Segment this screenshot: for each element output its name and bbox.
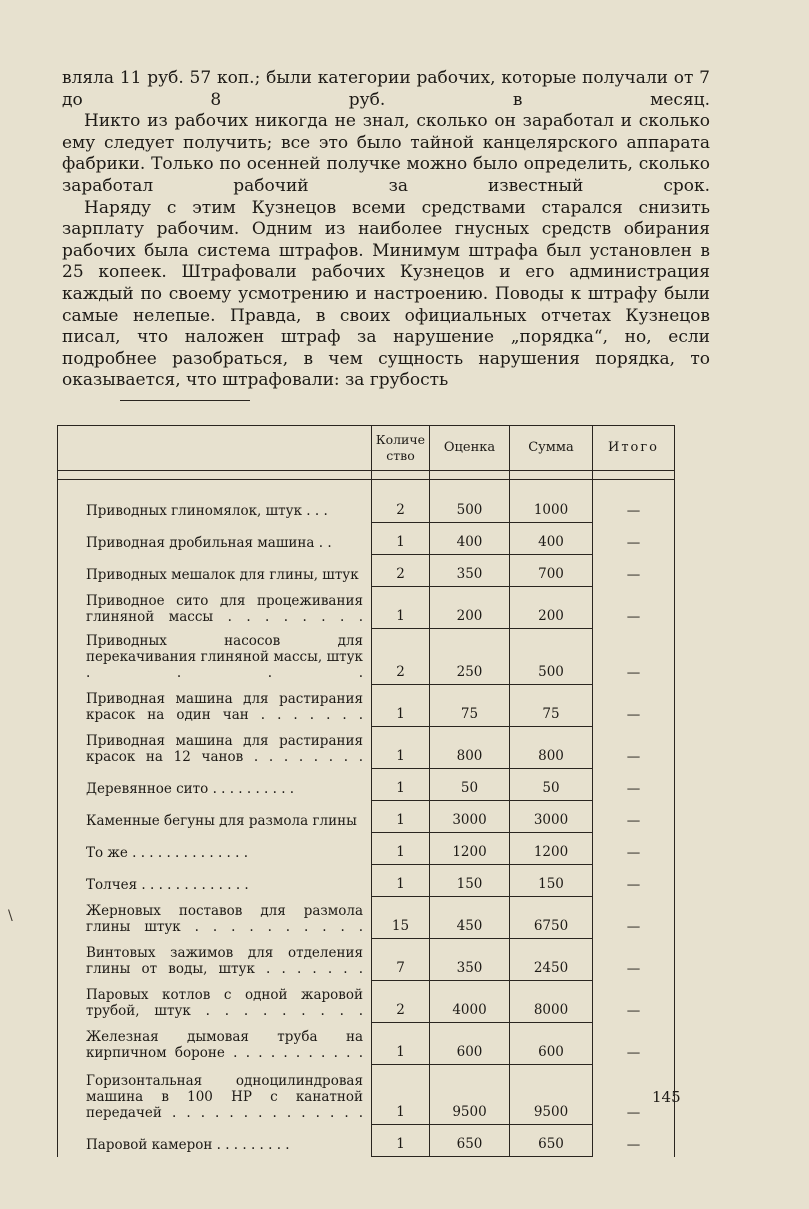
item-total: —	[593, 1023, 675, 1065]
table-row	[58, 555, 675, 587]
table-row	[58, 1065, 675, 1125]
item-estimate: 150	[430, 865, 510, 897]
table-row	[58, 1023, 675, 1065]
paragraph: вляла 11 руб. 57 коп.; были категории рабочих, которые получали от 7 до 8 руб. в месяц.	[62, 68, 710, 110]
header-separator	[58, 471, 675, 480]
header-estimate: Оценка	[430, 426, 510, 471]
item-sum: 600	[510, 1023, 593, 1065]
table-row	[58, 769, 675, 801]
item-quantity: 2	[372, 555, 430, 587]
item-estimate: 500	[430, 480, 510, 523]
item-estimate: 4000	[430, 981, 510, 1023]
table-row	[58, 897, 675, 939]
item-name: Паровых котлов с одной жаровой трубой, штук . . . . . . . . .	[58, 981, 372, 1023]
item-total: —	[593, 1065, 675, 1125]
item-name: Каменные бегуны для размола глины	[58, 801, 372, 833]
item-quantity: 1	[372, 1065, 430, 1125]
item-total: —	[593, 629, 675, 685]
table-row	[58, 523, 675, 555]
item-name: Приводное сито для процеживания глиняной массы . . . . . . . .	[58, 587, 372, 629]
item-name: Горизонтальная одноцилиндровая машина в 100 HP с канатной передачей . . . . . . . . . . . . . .	[58, 1065, 372, 1125]
table-row	[58, 865, 675, 897]
item-quantity: 1	[372, 769, 430, 801]
item-estimate: 800	[430, 727, 510, 769]
item-estimate: 75	[430, 685, 510, 727]
item-total: —	[593, 981, 675, 1023]
item-total: —	[593, 769, 675, 801]
item-quantity: 2	[372, 629, 430, 685]
table-row	[58, 1125, 675, 1157]
item-estimate: 350	[430, 939, 510, 981]
item-name: Жерновых поставов для размола глины штук . . . . . . . . . .	[58, 897, 372, 939]
item-name: Винтовых зажимов для отделения глины от воды, штук . . . . . . .	[58, 939, 372, 981]
item-name: Деревянное сито . . . . . . . . . .	[58, 769, 372, 801]
item-sum: 1000	[510, 480, 593, 523]
item-quantity: 2	[372, 981, 430, 1023]
item-sum: 1200	[510, 833, 593, 865]
table-row	[58, 587, 675, 629]
item-name: Приводная машина для растирания красок на один чан . . . . . . .	[58, 685, 372, 727]
item-total: —	[593, 833, 675, 865]
item-estimate: 3000	[430, 801, 510, 833]
item-name: Приводных мешалок для глины, штук	[58, 555, 372, 587]
item-estimate: 400	[430, 523, 510, 555]
item-quantity: 1	[372, 1023, 430, 1065]
item-sum: 400	[510, 523, 593, 555]
item-quantity: 1	[372, 833, 430, 865]
table-row	[58, 833, 675, 865]
table-row	[58, 629, 675, 685]
body-text	[62, 68, 710, 392]
item-total: —	[593, 897, 675, 939]
item-sum: 200	[510, 587, 593, 629]
item-estimate: 450	[430, 897, 510, 939]
table-header-row	[58, 426, 675, 471]
item-name: Приводных глиномялок, штук . . .	[58, 480, 372, 523]
margin-mark: \	[8, 908, 13, 924]
item-total: —	[593, 939, 675, 981]
table-row	[58, 727, 675, 769]
item-quantity: 2	[372, 480, 430, 523]
table-row	[58, 685, 675, 727]
item-name: Приводная дробильная машина . .	[58, 523, 372, 555]
item-sum: 2450	[510, 939, 593, 981]
item-sum: 6750	[510, 897, 593, 939]
item-name: Толчея . . . . . . . . . . . . .	[58, 865, 372, 897]
item-name: Приводная машина для растирания красок на 12 чанов . . . . . . . .	[58, 727, 372, 769]
item-quantity: 1	[372, 727, 430, 769]
equipment-table	[57, 425, 675, 1157]
item-total: —	[593, 480, 675, 523]
item-quantity: 1	[372, 685, 430, 727]
item-estimate: 350	[430, 555, 510, 587]
item-estimate: 1200	[430, 833, 510, 865]
item-sum: 650	[510, 1125, 593, 1157]
item-sum: 8000	[510, 981, 593, 1023]
item-estimate: 200	[430, 587, 510, 629]
item-estimate: 650	[430, 1125, 510, 1157]
item-estimate: 50	[430, 769, 510, 801]
header-quantity: Количество	[372, 426, 430, 471]
item-total: —	[593, 865, 675, 897]
item-total: —	[593, 523, 675, 555]
header-item	[58, 426, 372, 471]
table-row	[58, 939, 675, 981]
item-estimate: 250	[430, 629, 510, 685]
item-total: —	[593, 685, 675, 727]
item-quantity: 1	[372, 1125, 430, 1157]
item-sum: 9500	[510, 1065, 593, 1125]
item-estimate: 9500	[430, 1065, 510, 1125]
item-quantity: 1	[372, 801, 430, 833]
paragraph: Наряду с этим Кузнецов всеми средствами старался снизить зарплату рабочим. Одним из наиболее гнусных средств обирания рабочих была система штрафов. Минимум штрафа был установлен в 25 копеек. Штрафовали рабочих Кузнецов и его администрация каждый по своему усмотрению и настроению. Поводы к штрафу были самые нелепые. Правда, в своих официальных отчетах Кузнецов писал, что наложен штраф за нарушение „порядка“, но, если подробнее разобраться, в чем сущность нарушения порядка, то оказывается, что штрафовали: за грубость	[62, 197, 710, 391]
item-total: —	[593, 727, 675, 769]
item-name: Приводных насосов для перекачивания глиняной массы, штук . . . .	[58, 629, 372, 685]
page-number: 145	[652, 1088, 681, 1106]
item-sum: 150	[510, 865, 593, 897]
item-sum: 75	[510, 685, 593, 727]
item-total: —	[593, 555, 675, 587]
item-quantity: 7	[372, 939, 430, 981]
item-quantity: 1	[372, 587, 430, 629]
item-total: —	[593, 801, 675, 833]
header-total: Итого	[593, 426, 675, 471]
divider-rule	[120, 400, 250, 401]
item-estimate: 600	[430, 1023, 510, 1065]
paragraph: Никто из рабочих никогда не знал, сколько он заработал и сколько ему следует получить; все это было тайной канцелярского аппарата фабрики. Только по осенней получке можно было определить, сколько заработал рабочий за известный срок.	[62, 111, 710, 196]
item-name: Железная дымовая труба на кирпичном бороне . . . . . . . . . . .	[58, 1023, 372, 1065]
item-name: То же . . . . . . . . . . . . . .	[58, 833, 372, 865]
item-name: Паровой камерон . . . . . . . . .	[58, 1125, 372, 1157]
item-sum: 50	[510, 769, 593, 801]
item-quantity: 1	[372, 523, 430, 555]
table-row	[58, 981, 675, 1023]
table-row	[58, 480, 675, 523]
item-sum: 700	[510, 555, 593, 587]
header-sum: Сумма	[510, 426, 593, 471]
item-sum: 500	[510, 629, 593, 685]
item-total: —	[593, 587, 675, 629]
item-total: —	[593, 1125, 675, 1157]
table-row	[58, 801, 675, 833]
item-sum: 800	[510, 727, 593, 769]
item-sum: 3000	[510, 801, 593, 833]
item-quantity: 15	[372, 897, 430, 939]
item-quantity: 1	[372, 865, 430, 897]
